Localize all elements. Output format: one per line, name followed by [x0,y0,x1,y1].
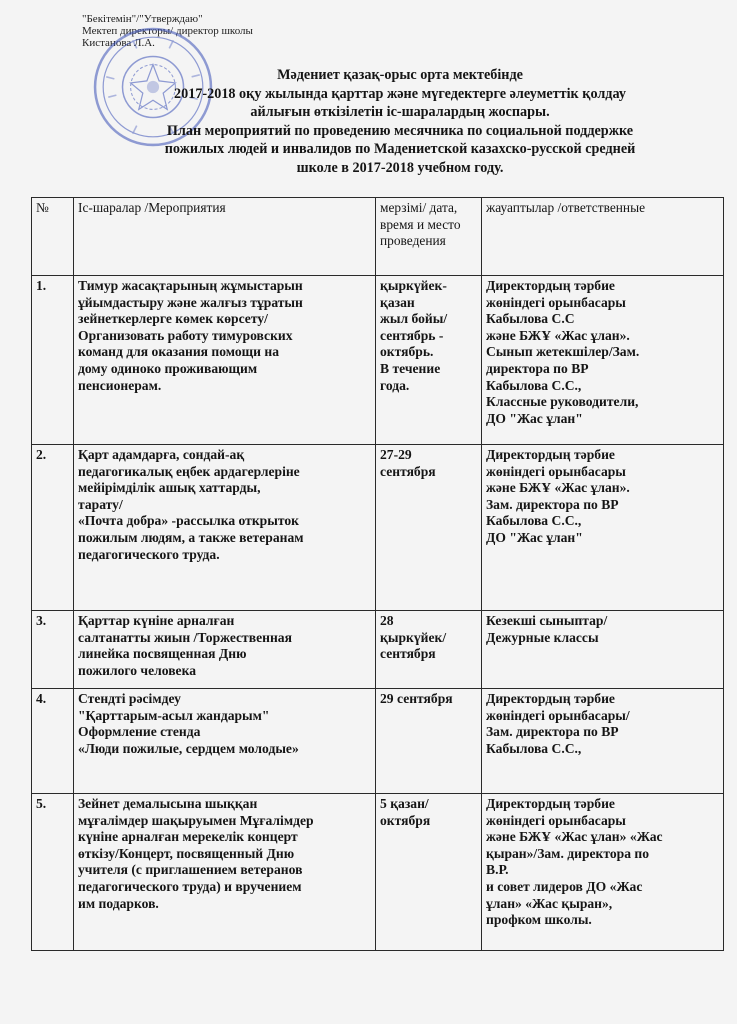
cell-text-line: жөніндегі орынбасары [486,812,626,828]
cell-text-line: жыл бойы/ [380,311,448,327]
event-cell [74,445,376,611]
responsible-cell [482,445,724,611]
table-header-row [32,198,724,276]
cell-text-line: ДО "Жас ұлан" [486,410,583,426]
date-cell [376,445,482,611]
cell-text-line: Кабылова С.С., [486,377,582,393]
cell-text-line: Зам. директора по ВР [486,496,619,512]
responsible-cell [482,794,724,951]
row-number: 3. [32,611,74,689]
title-line: школе в 2017-2018 учебном году. [296,159,504,176]
cell-text-line: Классные руководители, [486,394,639,410]
cell-text-line: Кезекші сыныптар/ [486,613,608,628]
cell-text-line: және БЖҰ «Жас ұлан». [486,480,630,496]
approval-line-2: Мектеп директоры/ директор школы [82,25,253,37]
cell-text-line: және БЖҰ «Жас ұлан» «Жас [486,829,663,845]
approval-line-1: "Бекітемін"/"Утверждаю" [82,13,203,25]
cell-text-line: Кабылова С.С., [486,513,582,529]
cell-text-line: года. [380,377,410,393]
cell-text-line: им подарков. [78,895,159,911]
cell-text-line: мейірімділік ашық хаттарды, [78,480,261,496]
title-line: пожилых людей и инвалидов по Мадениетской казахско-русской средней [164,141,636,158]
cell-text-line: зейнеткерлерге көмек көрсету/ [78,311,268,327]
header-event: Іс-шаралар /Мероприятия [74,198,376,276]
cell-text-line: учителя (с приглашением ветеранов [78,862,303,878]
cell-text-line: Директордың тәрбие [486,796,615,811]
cell-text-line: қыран»/Зам. директора по [486,845,650,861]
cell-text-line: пожилым людям, а также ветеранам [78,529,304,545]
cell-text-line: профком школы. [486,912,592,928]
header-num: № [32,198,74,276]
date-cell [376,794,482,951]
cell-text-line: ұйымдастыру және жалғыз тұратын [78,294,303,310]
cell-text-line: ұлан» «Жас қыран», [486,895,613,911]
cell-text-line: октябрь. [380,344,434,360]
cell-text-line: Оформление стенда [78,724,201,740]
cell-text-line: В течение [380,360,441,376]
cell-text-line: педагогического труда. [78,546,220,562]
cell-text-line: Зейнет демалысына шыққан [78,796,258,811]
cell-text-line: Қарт адамдарға, сондай-ақ [78,447,245,462]
cell-text-line: мұғалімдер шақыруымен Мұғалімдер [78,812,314,828]
cell-text-line: сентября [380,463,436,479]
cell-text-line: Сынып жетекшілер/Зам. [486,344,640,360]
cell-text-line: Зам. директора по ВР [486,724,619,740]
cell-text-line: Дежурные классы [486,629,599,645]
cell-text-line: сентября [380,646,436,662]
header-responsible: жауаптылар /ответственные [482,198,724,276]
title-line: 2017-2018 оқу жылында қарттар және мүгедектерге әлеуметтік қолдау [174,85,626,102]
cell-text-line: ДО "Жас ұлан" [486,529,583,545]
table-row [32,689,724,794]
cell-text-line: жөніндегі орынбасары [486,463,626,479]
event-cell [74,276,376,445]
cell-text-line: пенсионерам. [78,377,162,393]
cell-text-line: 27-29 [380,447,412,462]
responsible-cell [482,611,724,689]
cell-text-line: дому одиноко проживающим [78,360,258,376]
cell-text-line: Тимур жасақтарының жұмыстарын [78,278,303,293]
cell-text-line: педагогического труда) и вручением [78,878,302,894]
cell-text-line: өткізу/Концерт, посвященный Дню [78,845,295,861]
title-line: Мәдениет қазақ-орыс орта мектебінде [277,67,523,83]
responsible-cell [482,276,724,445]
cell-text-line: пожилого человека [78,662,197,678]
cell-text-line: Қарттар күніне арналған [78,613,235,628]
table-row [32,276,724,445]
cell-text-line: команд для оказания помощи на [78,344,279,360]
cell-text-line: Стендті рәсімдеу [78,691,181,706]
table-row [32,794,724,951]
cell-text-line: сентябрь - [380,327,444,343]
event-cell [74,689,376,794]
cell-text-line: и совет лидеров ДО «Жас [486,878,643,894]
row-number: 2. [32,445,74,611]
cell-text-line: В.Р. [486,862,509,878]
date-cell [376,689,482,794]
cell-text-line: «Люди пожилые, сердцем молодые» [78,740,299,756]
cell-text-line: Директордың тәрбие [486,278,615,293]
cell-text-line: жөніндегі орынбасары [486,294,626,310]
cell-text-line: Кабылова С.С [486,311,575,327]
cell-text-line: линейка посвященная Дню [78,646,247,662]
title-line: План мероприятий по проведению месячника по социальной поддержке [166,122,634,139]
cell-text-line: қыркүйек/ [380,629,447,645]
row-number: 4. [32,689,74,794]
cell-text-line: Директордың тәрбие [486,691,615,706]
document-title [100,66,700,178]
responsible-cell [482,689,724,794]
table-row [32,611,724,689]
date-cell [376,611,482,689]
cell-text-line: күніне арналған мерекелік концерт [78,829,298,845]
cell-text-line: 28 [380,613,394,628]
cell-text-line: «Почта добра» -рассылка открыток [78,513,299,529]
cell-text-line: Организовать работу тимуровских [78,327,293,343]
header-date: мерзімі/ дата, время и место проведения [376,198,482,276]
events-table [31,197,724,951]
cell-text-line: қыркүйек- [380,278,447,293]
row-number: 1. [32,276,74,445]
cell-text-line: жөніндегі орынбасары/ [486,707,630,723]
cell-text-line: Директордың тәрбие [486,447,615,462]
title-line: айлығын өткізілетін іс-шаралардың жоспары. [250,104,550,121]
row-number: 5. [32,794,74,951]
date-cell [376,276,482,445]
cell-text-line: қазан [380,294,415,310]
cell-text-line: тарату/ [78,496,123,512]
cell-text-line: және БЖҰ «Жас ұлан». [486,327,630,343]
event-cell [74,611,376,689]
cell-text-line: салтанатты жиын /Торжественная [78,629,292,645]
approval-line-3: Кистанова Л.А. [82,37,155,49]
cell-text-line: 5 қазан/ [380,796,429,811]
cell-text-line: "Қарттарым-асыл жандарым" [78,707,270,723]
cell-text-line: Кабылова С.С., [486,740,582,756]
event-cell [74,794,376,951]
cell-text-line: 29 сентября [380,691,453,706]
cell-text-line: октября [380,812,431,828]
cell-text-line: директора по ВР [486,360,589,376]
table-row [32,445,724,611]
cell-text-line: педагогикалық еңбек ардагерлеріне [78,463,300,479]
